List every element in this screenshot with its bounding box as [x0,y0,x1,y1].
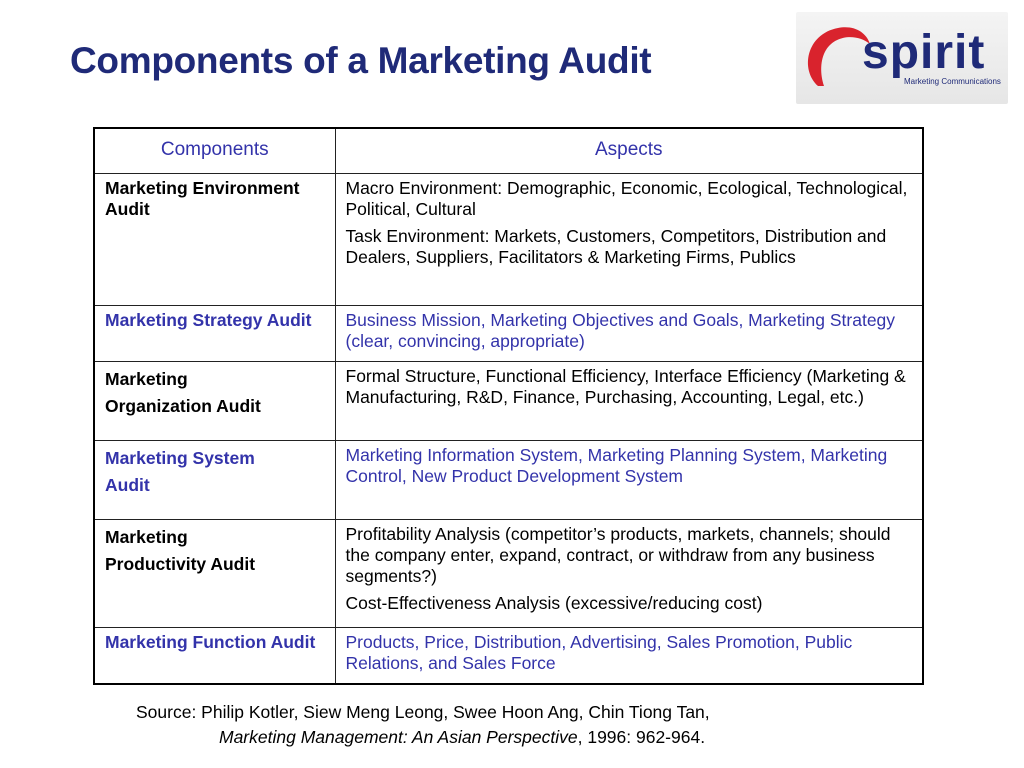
table-header-row [94,128,923,173]
table-row [94,361,923,440]
component-cell [94,361,335,440]
aspects-cell [335,627,923,684]
component-cell [94,440,335,519]
source-line-2 [136,725,710,750]
aspects-cell [335,173,923,305]
table-row [94,305,923,361]
source-citation [136,700,710,750]
aspects-cell [335,519,923,627]
component-line: Audit [105,474,150,495]
aspect-text: Business Mission, Marketing Objectives and Goals, Marketing Strategy (clear, convincing, appropriate) [345,309,896,351]
aspects-cell [335,440,923,519]
logo-swoosh [808,27,870,86]
component-cell [94,519,335,627]
component-line: Productivity Audit [105,553,256,574]
logo-wordmark: spirit [862,26,986,79]
slide-title: Components of a Marketing Audit [70,40,652,81]
source-line-1: Source: Philip Kotler, Siew Meng Leong, Swee Hoon Ang, Chin Tiong Tan, [136,702,710,722]
source-book-title: Marketing Management: An Asian Perspective [219,727,578,747]
component-line: Marketing System [105,447,255,468]
aspects-cell [335,305,923,361]
aspect-text: Cost-Effectiveness Analysis (excessive/reducing cost) [345,592,763,613]
header-aspects: Aspects [335,128,923,173]
aspect-text: Products, Price, Distribution, Advertising, Sales Promotion, Public Relations, and Sales Force [345,631,853,673]
logo-tagline: Marketing Communications [904,77,1001,86]
spirit-logo [796,12,1008,104]
audit-table-container [93,127,922,683]
aspect-text: Marketing Information System, Marketing Planning System, Marketing Control, New Product Development System [345,444,888,486]
table-row [94,519,923,627]
audit-components-table [93,127,924,685]
component-line: Marketing [105,526,188,547]
source-year-pages: , 1996: 962-964. [577,727,706,747]
component-cell: Marketing Environment Audit [94,173,335,305]
aspects-cell [335,361,923,440]
table-row [94,440,923,519]
component-line: Marketing [105,368,188,389]
component-line: Organization Audit [105,395,261,416]
component-cell: Marketing Strategy Audit [94,305,335,361]
table-row [94,173,923,305]
aspect-text: Formal Structure, Functional Efficiency, Interface Efficiency (Marketing & Manufacturing, R&D, Finance, Purchasing, Accounting, Legal, etc.) [345,365,906,407]
aspect-text: Task Environment: Markets, Customers, Competitors, Distribution and Dealers, Suppliers, Facilitators & Marketing Firms, Publics [345,225,887,267]
header-components: Components [94,128,335,173]
aspect-text: Profitability Analysis (competitor’s products, markets, channels; should the company enter, expand, contract, or withdraw from any business segments?) [345,523,891,586]
component-cell: Marketing Function Audit [94,627,335,684]
table-row [94,627,923,684]
spirit-logo-graphic [796,12,1008,104]
aspect-text: Macro Environment: Demographic, Economic, Ecological, Technological, Political, Cultural [345,177,908,219]
